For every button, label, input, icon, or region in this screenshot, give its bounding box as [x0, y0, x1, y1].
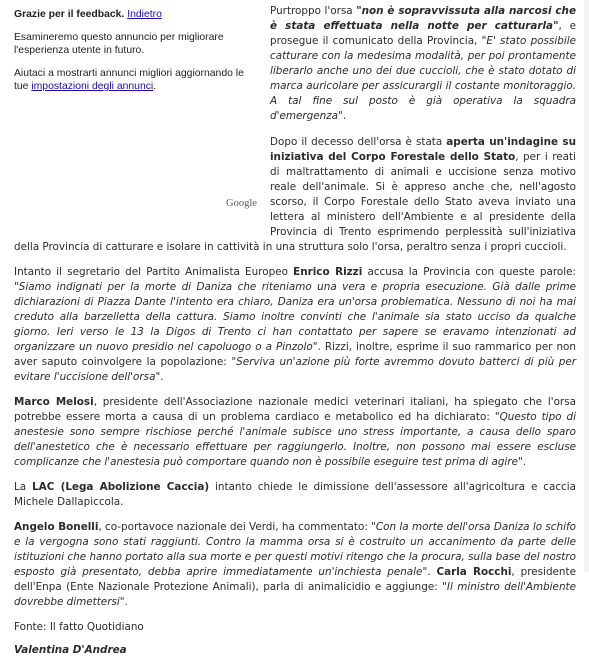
ad-float-spacer	[14, 4, 270, 228]
scrollbar[interactable]	[584, 0, 589, 572]
google-logo: Google	[226, 198, 257, 209]
article-paragraph-5: La LAC (Lega Abolizione Caccia) intanto chiede le dimissione dell'assessore all'agricoltura e caccia Michele Dallapiccola.	[14, 481, 576, 508]
article-paragraph-4: Marco Melosi, presidente dell'Associazione nazionale medici veterinari italiani, ha spiegato che l'orsa potrebbe essere morta a causa di un problema cardiaco e metabolico ed ha dichiarato: "Questo tipo di anestesie sono sempre rischiose perché l'animale subisce uno stress importante, a causa dello sparo dell'anestetico che è necessario effettuare per raggiungerlo. Inoltre, non possono mai essere escluse complicanze che l'anestesia può comportare quando non è possibile eseguire test prima di agire".	[14, 396, 576, 468]
article-author: Valentina D'Andrea	[14, 644, 127, 656]
article-paragraph-6: Angelo Bonelli, co-portavoce nazionale dei Verdi, ha commentato: "Con la morte dell'orsa Daniza lo schifo e la vergogna sono stati raggiunti. Contro la mamma orsa si è costruito un accanimento da parte delle istituzioni che hanno portato alla sua morte e per questi motivi ritengo che la procura, sulla base del nostro esposto già presentato, debba aprire immediatamente un'inchiesta penale". Carla Rocchi, presidente dell'Enpa (Ente Nazionale Protezione Animali), parla di animalicidio e aggiunge: "Il ministro dell'Ambiente dovrebbe dimettersi".	[14, 521, 576, 608]
article-source: Fonte: Il fatto Quotidiano	[14, 621, 144, 633]
ad-settings-link[interactable]: impostazioni degli annunci	[31, 81, 154, 92]
article-paragraph-2: Dopo il decesso dell'orsa è stata aperta un'indagine su iniziativa del Corpo Forestale dello Stato, per i reati di maltrattamento di animali e uccisione senza motivo reale dell'animale. Si è appreso anche che, nell'agosto scorso, il Corpo Forestale dello Stato aveva inviato una lettera al ministero dell'Ambiente e al presidente della Provincia di Trento esprimendo perplessità sull'iniziativa della Provincia di catturare e isolare in cattività in una struttura solo l'orsa, peraltro senza i propri cuccioli.	[14, 136, 576, 253]
back-link[interactable]: Indietro	[127, 9, 162, 20]
ad-feedback-title: Grazie per il feedback.	[14, 9, 125, 20]
ad-help-text: Aiutaci a mostrarti annunci migliori aggiornando le tue impostazioni degli annunci.	[14, 68, 244, 92]
article-body	[14, 4, 576, 668]
ad-feedback-message: Esamineremo questo annuncio per migliorare l'esperienza utente in futuro.	[14, 32, 224, 56]
article-paragraph-3: Intanto il segretario del Partito Animalista Europeo Enrico Rizzi accusa la Provincia con queste parole: "Siamo indignati per la morte di Daniza che riteniamo una vera e propria esecuzione. Già dalle prime dichiarazioni di Piazza Dante l'intento era chiaro, Daniza era un'orsa problematica. Nessuno di noi ha mai creduto alla barzelletta della cattura. Siamo inoltre convinti che l'animale sia stato ucciso da qualche giorno. Ieri verso le 13 la Digos di Trento ci han contattato per sapere se eravamo intenzionati ad organizzare un nuovo presidio nel capoluogo o a Pinzolo". Rizzi, inoltre, esprime il suo rammarico per non aver saputo coinvolgere la popolazione: "Serviva un'azione più forte avremmo dovuto batterci di più per evitare l'uccisione dell'orsa".	[14, 266, 577, 383]
article-paragraph-1: Purtroppo l'orsa "non è sopravvissuta alla narcosi che è stata effettuata nella notte per catturarla", e prosegue il comunicato della Provincia, "E' stato possibile catturare con la medesima modalità, per poi prontamente liberarlo anche uno dei due cuccioli, che è stato dotato di marca auricolare per assicurargli il costante monitoraggio. A tal fine sul posto è già operativa la squadra d'emergenza".	[270, 5, 576, 122]
